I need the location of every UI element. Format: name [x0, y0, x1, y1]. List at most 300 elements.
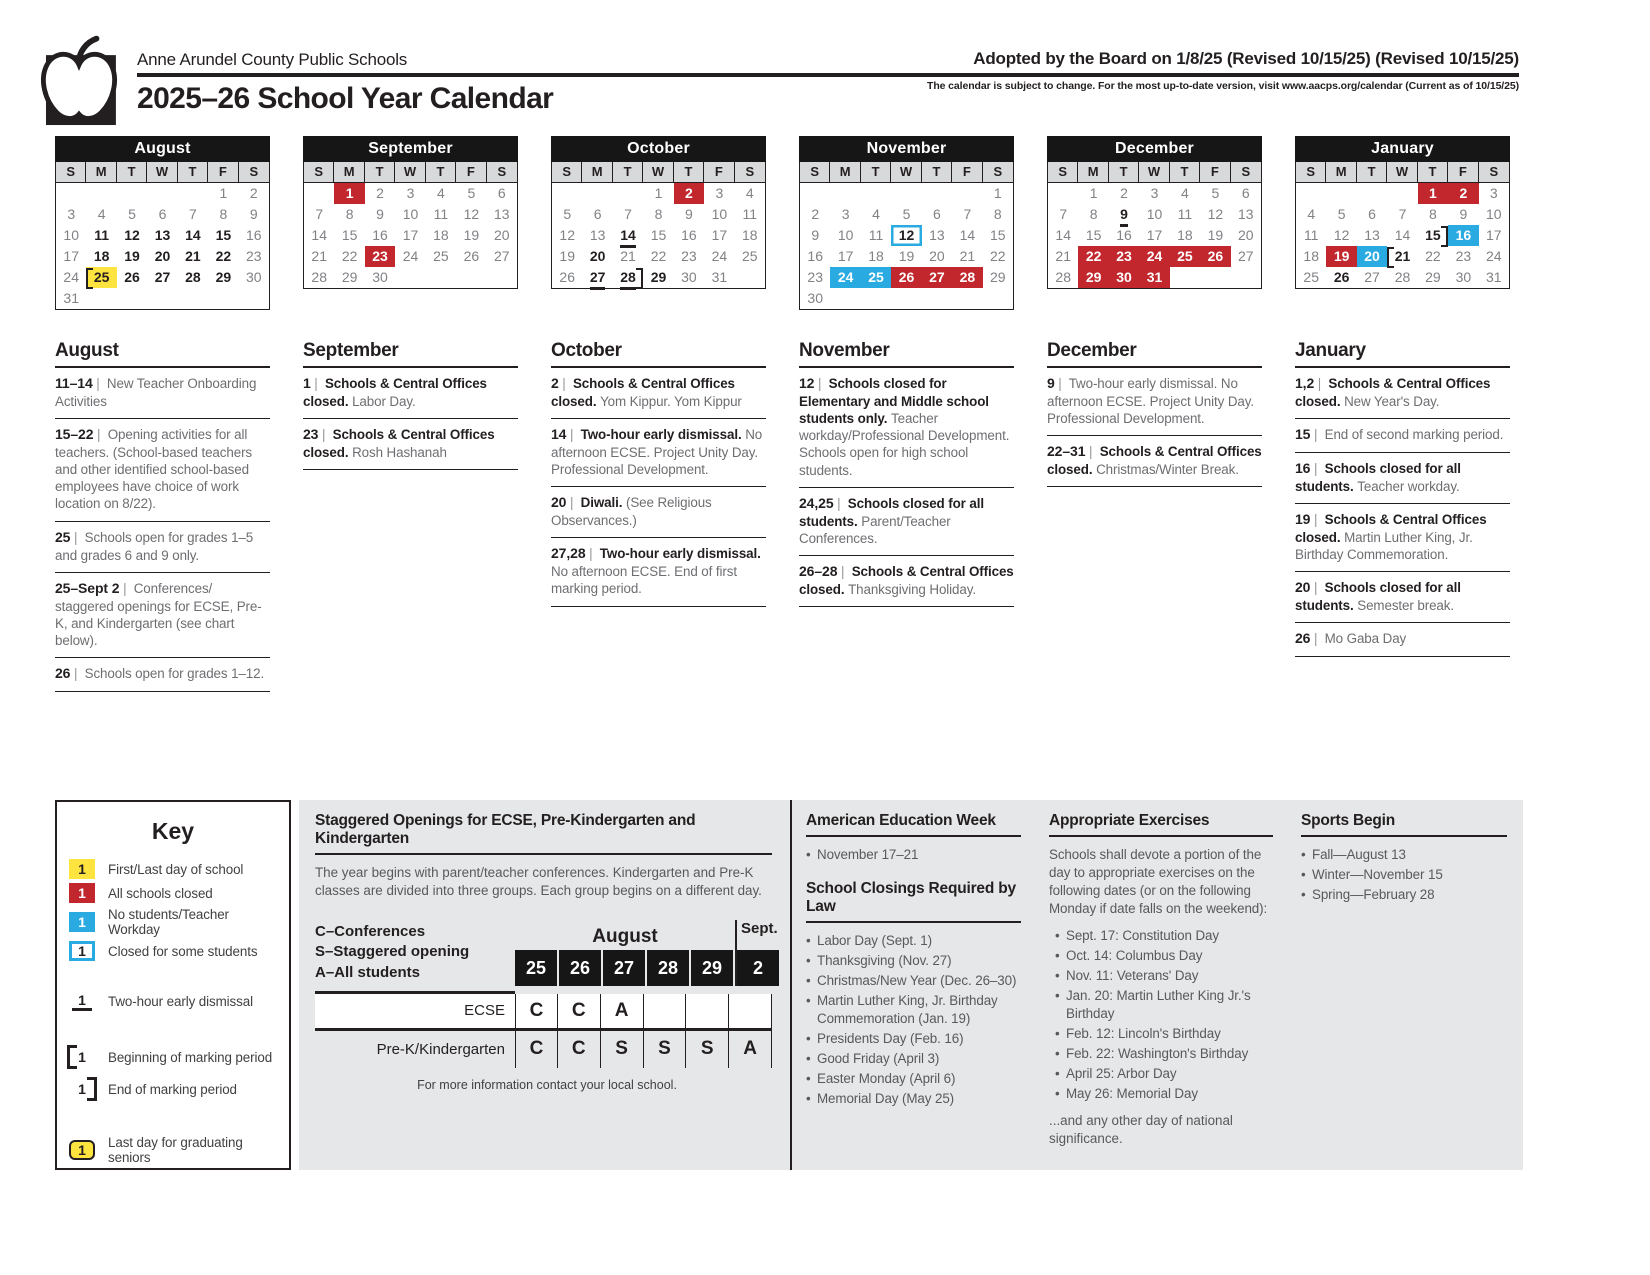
- key-item-label: End of marking period: [108, 1081, 237, 1097]
- month-notes-title: January: [1295, 340, 1510, 368]
- page-title: 2025–26 School Year Calendar: [137, 82, 554, 115]
- calendar-day-cell: [239, 267, 269, 288]
- calendar-day-cell: [334, 246, 364, 267]
- note-pipe: |: [70, 666, 85, 682]
- day-of-week-label: T: [426, 162, 456, 182]
- calendar-day-cell: [1170, 267, 1200, 288]
- day-number: 19: [463, 227, 480, 243]
- day-number: 31: [1485, 269, 1502, 285]
- calendar-day-cell: [922, 267, 952, 288]
- calendar-day-cell: [613, 204, 643, 225]
- note-text: Thanksgiving Holiday.: [848, 581, 976, 597]
- day-number: 28: [185, 269, 201, 285]
- calendar-day-cell: [1048, 267, 1078, 288]
- day-number: 5: [563, 206, 572, 222]
- note-pipe: |: [310, 376, 325, 391]
- calendar-day-cell: [208, 246, 238, 267]
- note-pipe: |: [1054, 376, 1069, 391]
- day-number: 23: [807, 269, 823, 285]
- day-number: 4: [745, 185, 754, 201]
- day-of-week-label: F: [704, 162, 734, 182]
- staggered-cell: S: [686, 1031, 729, 1068]
- senior-swatch-icon: [69, 1140, 95, 1160]
- calendar-day-cell: [704, 183, 734, 204]
- bullet-item: • Sept. 17: Constitution Day: [1055, 927, 1273, 945]
- day-of-week-label: M: [1078, 162, 1108, 182]
- staggered-legend-line: C–Conferences: [315, 923, 426, 941]
- day-number: 7: [315, 206, 324, 222]
- calendar-day-cell: [861, 225, 891, 246]
- appropriate-exercises-intro: Schools shall devote a portion of the day to appropriate exercises on the following dates (or on the following Monday if date falls on the weekend):: [1049, 847, 1268, 917]
- calendar-day-cell: [1479, 204, 1509, 225]
- staggered-cell: C: [515, 994, 558, 1028]
- calendar-day-cell: [487, 267, 517, 288]
- calendar-day-cell: [704, 225, 734, 246]
- note-lead: Diwali.: [580, 495, 626, 511]
- note-lead: Schools closed for all students.: [1295, 580, 1461, 614]
- day-number: 1: [993, 185, 1002, 201]
- calendar-disclaimer: The calendar is subject to change. For the most up-to-date version, visit www.aacps.org/calendar (Current as of 10/15/25): [927, 80, 1519, 92]
- day-number: 4: [437, 185, 445, 201]
- appropriate-exercises-title: Appropriate Exercises: [1049, 810, 1273, 837]
- staggered-table-head: [315, 920, 778, 994]
- staggered-title: Staggered Openings for ECSE, Pre-Kindergarten and Kindergarten: [315, 810, 772, 855]
- staggered-date-header: 2: [735, 950, 779, 986]
- calendar-day-cell: [239, 225, 269, 246]
- calendar-day-cell: [891, 246, 921, 267]
- calendar-day-cell: [1078, 183, 1108, 204]
- calendar-day-cell: [674, 267, 704, 288]
- calendar-day-cell: [56, 246, 86, 267]
- calendar-grid: [551, 183, 766, 289]
- calendar-day-cell: [1418, 246, 1448, 267]
- day-of-week-label: T: [117, 162, 147, 182]
- calendar-day-cell: [674, 246, 704, 267]
- calendar-day-cell: [456, 225, 486, 246]
- day-number: 1: [345, 185, 354, 201]
- day-number: 25: [1303, 269, 1319, 285]
- day-number: 8: [345, 206, 354, 222]
- day-number: 11: [1303, 227, 1319, 243]
- day-number: 16: [681, 227, 697, 243]
- calendar-day-cell: [86, 246, 116, 267]
- note-entry: [1295, 504, 1510, 572]
- note-pipe: |: [1085, 444, 1100, 460]
- calendar-day-cell: [643, 225, 673, 246]
- day-number: 1: [654, 185, 663, 201]
- day-number: 9: [685, 206, 693, 222]
- day-number: 29: [1425, 269, 1441, 285]
- calendar-grid: [303, 183, 518, 289]
- bullet-item: • Martin Luther King, Jr. Birthday Commemoration (Jan. 19): [806, 992, 1021, 1028]
- swatch-number: 1: [78, 1142, 86, 1158]
- day-number: 18: [868, 248, 884, 264]
- month-notes-title: October: [551, 340, 766, 368]
- note-date: 24,25: [799, 494, 834, 511]
- day-number: 14: [311, 227, 327, 243]
- staggered-cell: [729, 994, 772, 1028]
- calendar-day-cell: [208, 288, 238, 309]
- day-of-week-label: S: [56, 162, 86, 182]
- day-number: 13: [1237, 206, 1254, 222]
- bullet-item: • Thanksgiving (Nov. 27): [806, 952, 1021, 970]
- day-of-week-label: T: [178, 162, 208, 182]
- day-number: 12: [124, 227, 140, 243]
- note-entry: [799, 556, 1014, 607]
- appropriate-exercises-list: [1049, 927, 1273, 1103]
- day-number: 14: [620, 226, 636, 248]
- day-number: 1: [219, 185, 228, 201]
- day-number: 23: [245, 248, 262, 264]
- note-entry: [1295, 368, 1510, 419]
- board-adoption-note: Adopted by the Board on 1/8/25 (Revised 10/15/25) (Revised 10/15/25): [973, 49, 1519, 68]
- day-number: 28: [311, 269, 327, 285]
- calendar-day-cell: [487, 246, 517, 267]
- calendar-day-cell: [1078, 246, 1108, 267]
- staggered-row: [315, 994, 772, 1031]
- calendar-day-cell: [861, 183, 891, 204]
- day-number: 20: [493, 227, 510, 243]
- calendar-day-cell: [643, 204, 673, 225]
- calendar-day-cell: [456, 183, 486, 204]
- day-number: 17: [402, 227, 419, 243]
- note-date: 14: [551, 426, 567, 443]
- day-number: 18: [93, 248, 110, 264]
- calendar-day-cell: [735, 246, 765, 267]
- day-number: 21: [185, 248, 201, 264]
- day-number: 23: [1455, 248, 1472, 264]
- calendar-day-cell: [1296, 267, 1326, 288]
- note-lead: Schools closed for all students.: [1295, 460, 1461, 494]
- swatch-number: 1: [78, 1081, 86, 1097]
- calendar-month-title: September: [303, 136, 518, 162]
- calendar-day-cell: [1231, 246, 1261, 267]
- calendar-day-cell: [582, 183, 612, 204]
- day-number: 31: [711, 269, 728, 285]
- day-number: 15: [1085, 227, 1102, 243]
- note-entry: [1295, 419, 1510, 453]
- bullet-item: • Fall—August 13: [1301, 846, 1507, 864]
- note-text: Semester break.: [1357, 598, 1454, 614]
- note-pipe: |: [1310, 427, 1325, 443]
- calendar-day-cell: [1109, 204, 1139, 225]
- note-date: 16: [1295, 459, 1311, 476]
- bottom-band: [55, 800, 1523, 1170]
- calendar-grid: [799, 183, 1014, 310]
- day-number: 24: [402, 248, 419, 264]
- key-item-label: Closed for some students: [108, 943, 258, 959]
- staggered-legend: [315, 920, 515, 994]
- calendar-day-cell: [334, 204, 364, 225]
- calendar-day-cell: [1048, 246, 1078, 267]
- day-of-week-label: S: [497, 164, 507, 179]
- day-number: 26: [463, 248, 480, 264]
- note-date: 12: [799, 375, 815, 391]
- calendar-day-cell: [334, 183, 364, 204]
- calendar-day-cell: [1296, 204, 1326, 225]
- calendar-day-cell: [365, 246, 395, 267]
- calendar-month-title: December: [1047, 136, 1262, 162]
- staggered-head-right: [515, 920, 779, 994]
- calendar-day-cell: [395, 225, 425, 246]
- month-column-january: [1295, 136, 1510, 692]
- day-number: 6: [593, 206, 602, 222]
- day-number: 14: [1055, 227, 1071, 243]
- day-number: 21: [620, 248, 636, 264]
- calendar-day-cell: [704, 204, 734, 225]
- calendar-day-cell: [800, 267, 830, 288]
- calendar-day-cell: [117, 267, 147, 288]
- day-number: 30: [807, 290, 823, 306]
- calendar-day-headers: [551, 162, 766, 183]
- calendar-day-cell: [1231, 204, 1261, 225]
- note-entry: [1295, 572, 1510, 623]
- yellow-swatch-icon: [69, 859, 95, 879]
- day-number: 2: [685, 185, 693, 201]
- calendar-day-cell: [1296, 183, 1326, 204]
- day-number: 12: [1333, 227, 1350, 243]
- bullet-item: • Jan. 20: Martin Luther King Jr.'s Birthday: [1055, 987, 1273, 1023]
- calendar-day-cell: [208, 183, 238, 204]
- day-number: 15: [989, 227, 1006, 243]
- calendar-day-cell: [1109, 183, 1139, 204]
- calendar-day-cell: [239, 183, 269, 204]
- staggered-cell: [644, 994, 687, 1028]
- day-number: 10: [1146, 206, 1163, 222]
- staggered-date-header: 28: [647, 950, 691, 986]
- day-number: 15: [1425, 227, 1441, 243]
- day-of-week-label: S: [249, 164, 259, 179]
- calendar-day-cell: [117, 288, 147, 309]
- bullet-item: • Feb. 22: Washington's Birthday: [1055, 1045, 1273, 1063]
- calendar-day-cell: [952, 288, 982, 309]
- key-item: [69, 941, 277, 961]
- day-number: 9: [1120, 205, 1128, 227]
- day-of-week-label: M: [582, 162, 612, 182]
- note-lead: Schools closed for all students.: [799, 495, 985, 529]
- day-of-week-label: S: [1296, 162, 1326, 182]
- note-text: Schools open for grades 1–5 and grades 6 and 9 only.: [55, 529, 254, 563]
- staggered-openings-section: [299, 800, 792, 1170]
- day-number: 10: [402, 206, 419, 222]
- key-item-label: No students/Teacher Workday: [108, 907, 229, 937]
- calendar-day-cell: [86, 225, 116, 246]
- staggered-cell: C: [558, 1031, 601, 1068]
- calendar-day-cell: [1387, 183, 1417, 204]
- calendar-day-cell: [613, 267, 643, 288]
- calendar-day-cell: [147, 183, 177, 204]
- note-date: 11–14: [55, 375, 93, 391]
- note-text: (See Religious Observances.): [551, 495, 712, 529]
- day-number: 27: [929, 269, 945, 285]
- calendar-day-headers: [799, 162, 1014, 183]
- calendar-day-cell: [800, 225, 830, 246]
- calendar-day-cell: [1139, 183, 1169, 204]
- calendar-day-cell: [426, 225, 456, 246]
- calendar-day-cell: [735, 183, 765, 204]
- day-number: 9: [1459, 206, 1468, 222]
- staggered-cell: A: [729, 1031, 772, 1068]
- day-number: 22: [215, 248, 232, 264]
- calendar-day-cell: [830, 225, 860, 246]
- calendar-day-cell: [800, 204, 830, 225]
- day-number: 18: [741, 227, 758, 243]
- day-of-week-label: T: [1418, 162, 1448, 182]
- day-number: 10: [711, 206, 728, 222]
- calendar-day-cell: [1357, 204, 1387, 225]
- day-number: 1: [1089, 185, 1098, 201]
- day-number: 3: [715, 185, 724, 201]
- calendar-day-cell: [1139, 204, 1169, 225]
- day-number: 30: [1455, 269, 1472, 285]
- note-pipe: |: [92, 376, 107, 391]
- school-closings-title: School Closings Required by Law: [806, 878, 1021, 923]
- note-text: No afternoon ECSE. End of first marking period.: [551, 564, 737, 597]
- day-number: 11: [433, 206, 449, 222]
- note-entry: [551, 419, 766, 487]
- calendar-day-cell: [891, 288, 921, 309]
- staggered-cell: S: [644, 1031, 687, 1068]
- calendar-day-cell: [487, 225, 517, 246]
- swatch-number: 1: [78, 1049, 86, 1065]
- day-number: 3: [67, 206, 76, 222]
- bullet-item: • Good Friday (April 3): [806, 1050, 1021, 1068]
- note-text: New Year's Day.: [1344, 393, 1440, 409]
- calendar-day-cell: [891, 267, 921, 288]
- note-pipe: |: [1310, 580, 1325, 596]
- calendar-day-cell: [674, 183, 704, 204]
- note-pipe: |: [70, 529, 85, 545]
- calendar-day-cell: [1326, 204, 1356, 225]
- calendar-day-cell: [1231, 267, 1261, 288]
- calendar-day-cell: [552, 204, 582, 225]
- note-pipe: |: [833, 495, 848, 511]
- organization-name: Anne Arundel County Public Schools: [137, 50, 408, 69]
- note-date: 15: [1295, 426, 1311, 443]
- day-number: 4: [1307, 206, 1316, 222]
- note-lead: Schools & Central Offices closed.: [303, 427, 495, 460]
- calendar-day-cell: [178, 246, 208, 267]
- day-number: 6: [497, 185, 506, 201]
- day-number: 22: [1425, 248, 1441, 264]
- staggered-sept-label: Sept.: [735, 920, 779, 950]
- day-number: 1: [1429, 185, 1437, 201]
- note-lead: Two-hour early dismissal.: [580, 427, 746, 443]
- staggered-row-label: ECSE: [464, 1002, 505, 1020]
- calendar-day-cell: [178, 267, 208, 288]
- staggered-date-header: 26: [559, 950, 603, 986]
- day-of-week-label: T: [674, 162, 704, 182]
- key-item-label: Two-hour early dismissal: [108, 993, 253, 1009]
- school-closings-list: [806, 932, 1021, 1108]
- note-entry: [551, 368, 766, 419]
- calendar-day-cell: [983, 225, 1013, 246]
- calendar-day-cell: [704, 246, 734, 267]
- calendar-day-cell: [1326, 183, 1356, 204]
- day-number: 13: [493, 206, 510, 222]
- calendar-day-cell: [1448, 204, 1478, 225]
- calendar-day-cell: [922, 288, 952, 309]
- bracket-left-swatch-icon: [69, 1047, 95, 1067]
- month-column-november: [799, 136, 1014, 692]
- day-number: 30: [681, 269, 697, 285]
- calendar-day-cell: [552, 183, 582, 204]
- day-number: 25: [433, 248, 449, 264]
- calendar-day-cell: [704, 267, 734, 288]
- note-date: 1: [303, 375, 311, 391]
- calendar-day-cell: [239, 246, 269, 267]
- calendar-day-cell: [1109, 267, 1139, 288]
- calendar-day-cell: [830, 204, 860, 225]
- day-number: 18: [433, 227, 449, 243]
- note-entry: [799, 368, 1014, 488]
- day-number: 8: [1089, 206, 1098, 222]
- note-lead: Schools & Central Offices closed.: [799, 563, 1014, 597]
- day-number: 20: [1364, 248, 1380, 264]
- calendar-day-cell: [365, 183, 395, 204]
- day-of-week-label: S: [1241, 164, 1251, 179]
- bullet-item: • Presidents Day (Feb. 16): [806, 1030, 1021, 1048]
- calendar-day-cell: [1479, 267, 1509, 288]
- calendar-day-cell: [983, 267, 1013, 288]
- calendar-day-cell: [147, 225, 177, 246]
- calendar-day-cell: [1479, 183, 1509, 204]
- day-number: 14: [959, 227, 976, 243]
- day-number: 24: [711, 248, 728, 264]
- day-number: 10: [1485, 206, 1502, 222]
- note-date: 25: [55, 528, 71, 545]
- staggered-date-header: 27: [603, 950, 647, 986]
- note-lead: Two-hour early dismissal.: [599, 546, 761, 562]
- day-number: 20: [929, 248, 945, 264]
- note-lead: Schools & Central Offices closed.: [1295, 512, 1487, 545]
- sports-begin-title: Sports Begin: [1301, 810, 1507, 837]
- note-pipe: |: [93, 427, 108, 443]
- calendar-day-cell: [1048, 183, 1078, 204]
- day-of-week-label: T: [1109, 162, 1139, 182]
- day-number: 2: [1459, 185, 1468, 201]
- calendar-day-cell: [304, 267, 334, 288]
- month-notes-title: November: [799, 340, 1014, 368]
- note-pipe: |: [1314, 376, 1329, 391]
- staggered-date-header: 29: [691, 950, 735, 986]
- calendar-day-cell: [861, 288, 891, 309]
- day-of-week-label: M: [1326, 162, 1356, 182]
- day-number: 28: [959, 269, 976, 285]
- day-number: 28: [620, 268, 636, 290]
- day-number: 5: [1337, 206, 1346, 222]
- calendar-day-cell: [613, 183, 643, 204]
- note-entry: [551, 538, 766, 606]
- note-pipe: |: [1310, 512, 1325, 528]
- calendar-day-cell: [582, 246, 612, 267]
- day-number: 25: [1177, 248, 1193, 264]
- note-pipe: |: [566, 495, 581, 511]
- day-of-week-label: W: [147, 162, 177, 182]
- cyan-swatch-icon: [69, 912, 95, 932]
- calendar-day-cell: [1326, 225, 1356, 246]
- note-entry: [1295, 453, 1510, 504]
- calendar-month-title: August: [55, 136, 270, 162]
- day-number: 3: [1150, 185, 1159, 201]
- note-date: 2: [551, 375, 559, 391]
- calendar-day-cell: [674, 204, 704, 225]
- calendar-day-cell: [613, 246, 643, 267]
- header-rule: [137, 73, 1519, 77]
- calendar-day-cell: [456, 204, 486, 225]
- note-date: 19: [1295, 511, 1311, 528]
- month-column-august: [55, 136, 270, 692]
